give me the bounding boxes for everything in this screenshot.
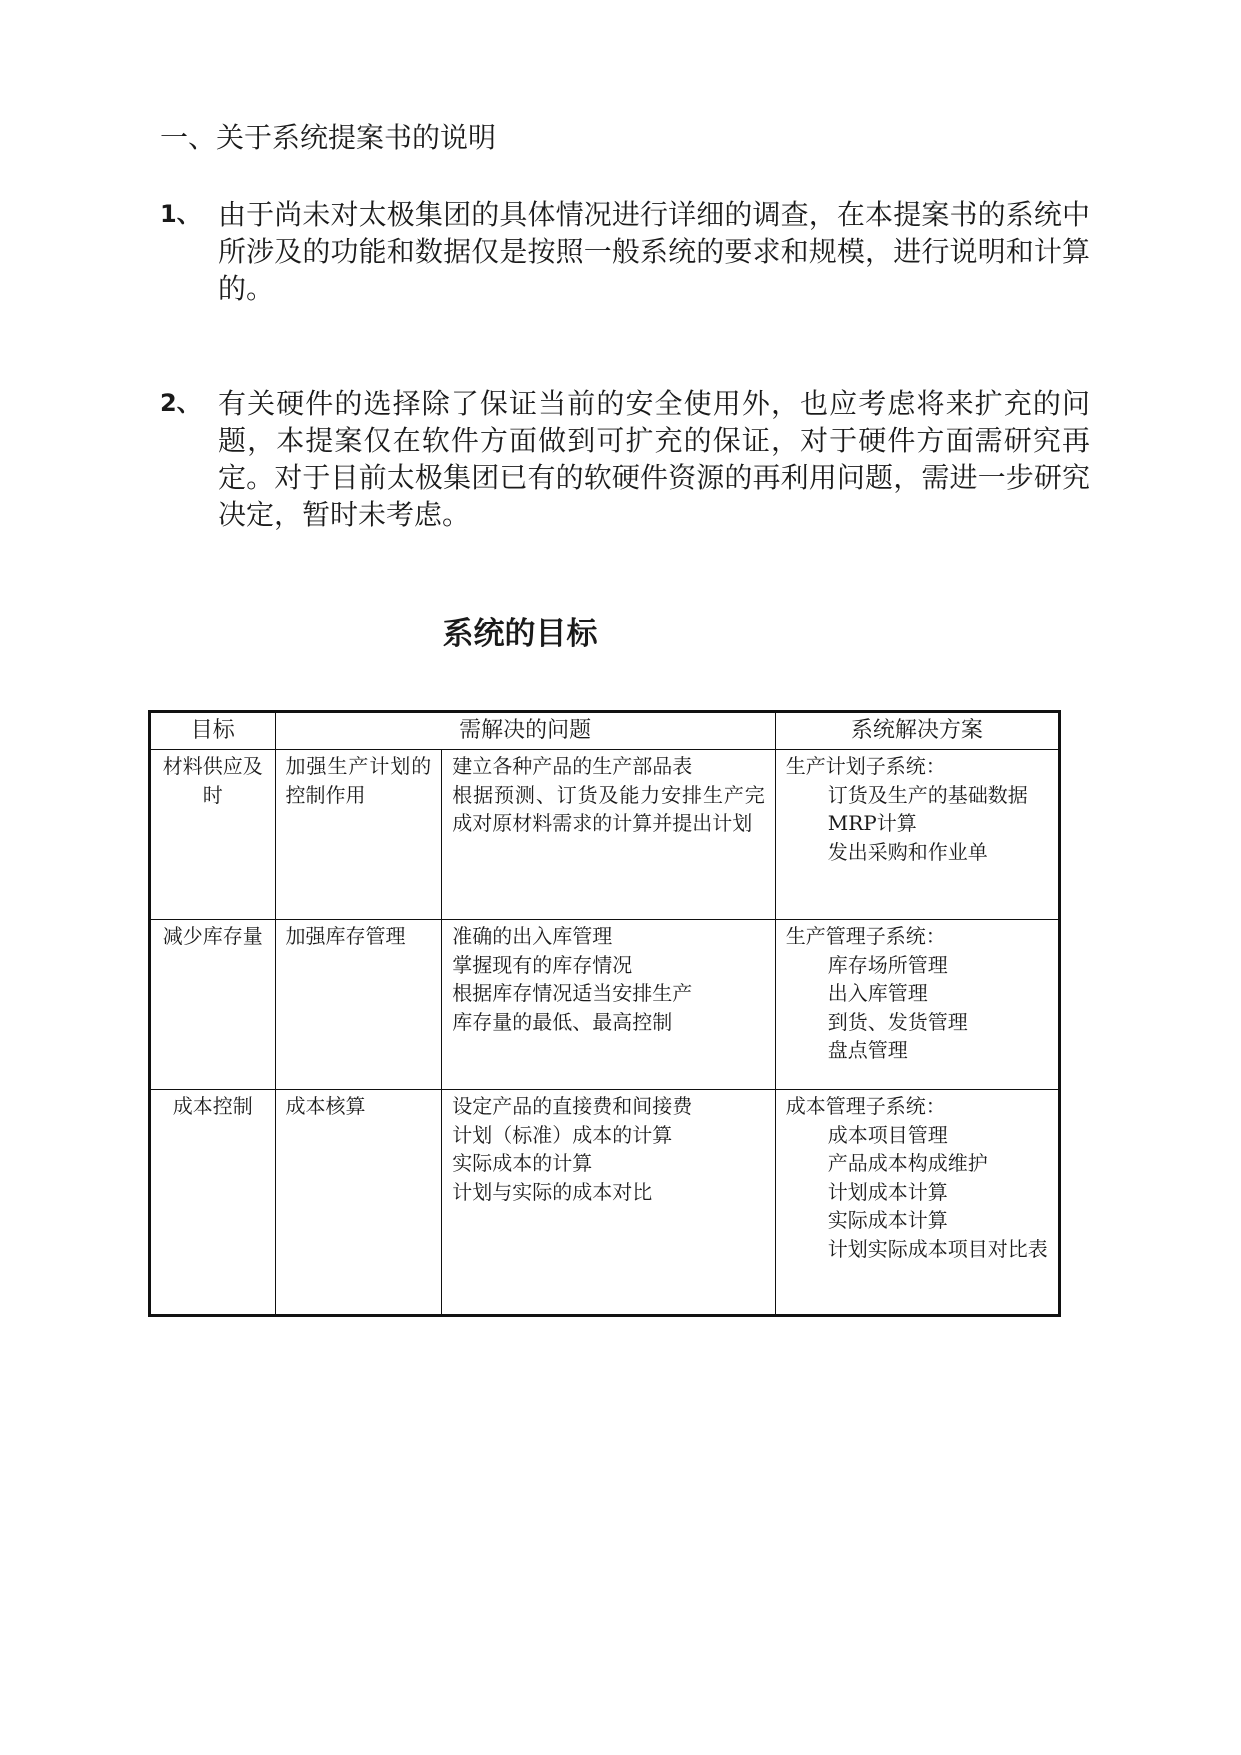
note-number: 1、 [160,200,201,228]
need-line: 设定产品的直接费和间接费 [452,1094,693,1118]
header-goal: 目标 [150,712,276,750]
solution-item: 计划成本计算 [827,1179,948,1204]
need-line: 准确的出入库管理 [452,924,613,948]
section-heading: 一、关于系统提案书的说明 [160,121,497,154]
solution-item: 计划实际成本项目对比表 [827,1236,1048,1261]
needs-cell [442,1090,775,1316]
solution-item: 发出采购和作业单 [827,839,988,864]
table-header-row [150,712,1060,750]
note-item [160,385,1090,533]
note-text: 有关硬件的选择除了保证当前的安全使用外，也应考虑将来扩充的问题，本提案仅在软件方面做到可扩充的保证，对于硬件方面需研究再定。对于目前太极集团已有的软硬件资源的再利用问题，需进一步研究决定，暂时未考虑。 [218,387,1090,531]
needs-cell [442,920,775,1090]
goals-title: 系统的目标 [442,616,598,652]
solution-title: 生产计划子系统： [785,754,946,778]
measure-cell: 加强库存管理 [275,920,442,1090]
need-line: 计划（标准）成本的计算 [452,1122,673,1147]
need-line: 实际成本的计算 [452,1151,593,1175]
header-problem: 需解决的问题 [275,712,775,750]
need-line: 计划与实际的成本对比 [452,1179,653,1204]
solution-cell [775,920,1059,1090]
solution-title: 成本管理子系统： [785,1094,946,1118]
solution-title: 生产管理子系统： [785,924,946,948]
goal-cell: 材料供应及时 [150,750,276,920]
solution-item: 订货及生产的基础数据 [827,782,1028,807]
goals-table [148,710,1061,1317]
solution-item: 成本项目管理 [827,1122,948,1147]
note-text: 由于尚未对太极集团的具体情况进行详细的调查，在本提案书的系统中所涉及的功能和数据仅是按照一般系统的要求和规模，进行说明和计算的。 [218,198,1090,305]
need-line: 库存量的最低、最高控制 [452,1009,673,1034]
measure-cell: 成本核算 [275,1090,442,1316]
solution-item: 到货、发货管理 [827,1009,968,1034]
table-row [150,920,1060,1090]
solution-item: MRP计算 [827,811,917,835]
solution-item: 实际成本计算 [827,1208,948,1232]
note-number: 2、 [160,389,201,417]
solution-item: 库存场所管理 [827,952,948,977]
need-line: 建立各种产品的生产部品表 [452,754,693,778]
need-line: 根据预测、订货及能力安排生产完成对原材料需求的计算并提出计划 [452,782,765,835]
solution-item: 盘点管理 [827,1038,908,1062]
note-item [160,196,1090,307]
goal-cell: 成本控制 [150,1090,276,1316]
solution-cell [775,1090,1059,1316]
goal-cell: 减少库存量 [150,920,276,1090]
need-line: 掌握现有的库存情况 [452,952,633,977]
solution-item: 出入库管理 [827,981,928,1005]
needs-cell [442,750,775,920]
need-line: 根据库存情况适当安排生产 [452,981,693,1005]
measure-cell: 加强生产计划的控制作用 [275,750,442,920]
table-row [150,1090,1060,1316]
table-row [150,750,1060,920]
header-solution: 系统解决方案 [775,712,1059,750]
solution-cell [775,750,1059,920]
solution-item: 产品成本构成维护 [827,1151,988,1175]
